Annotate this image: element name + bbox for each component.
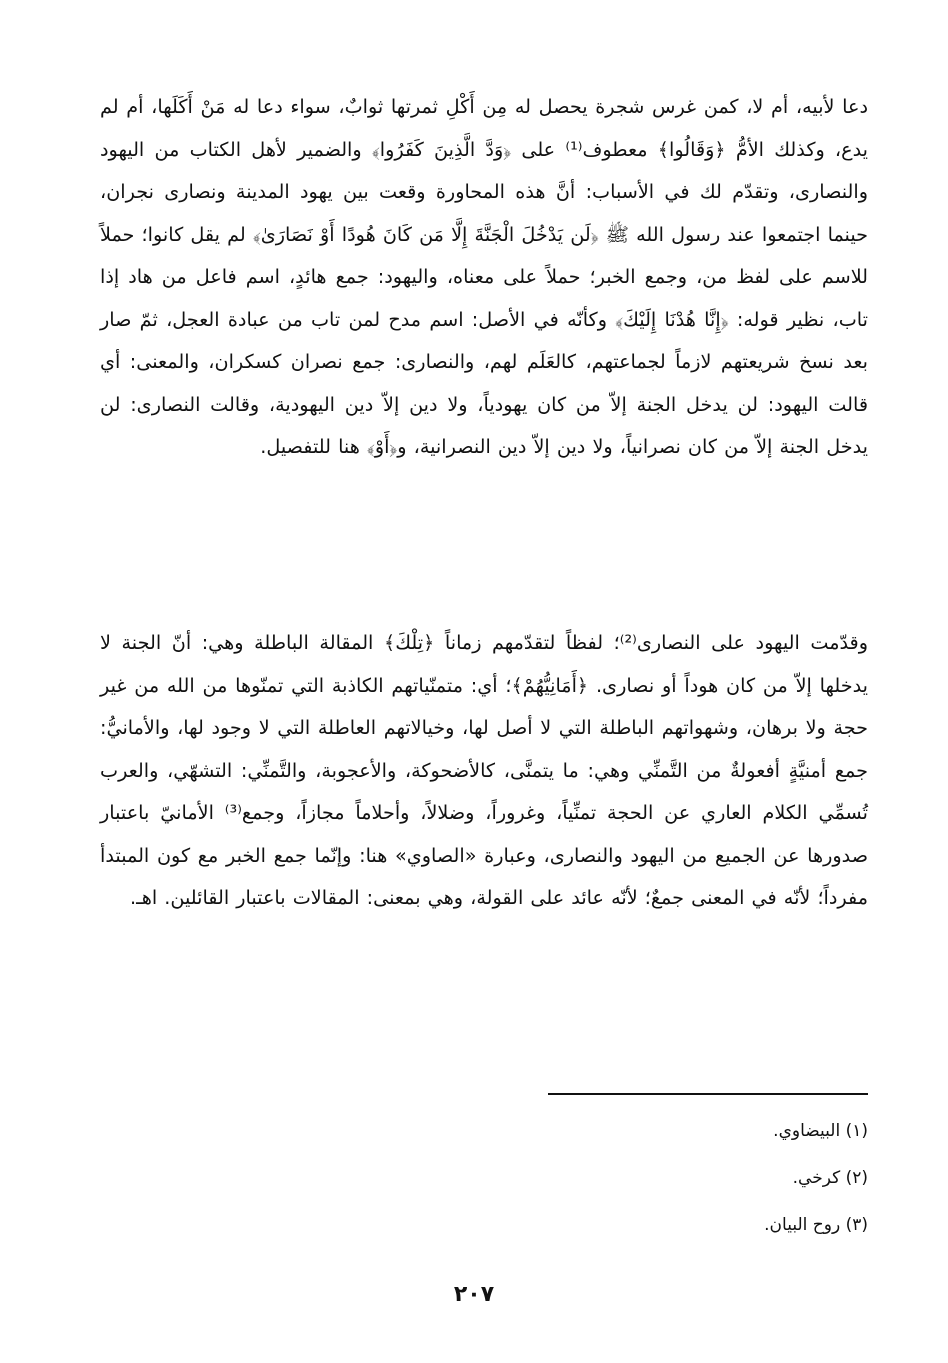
footnote-divider — [548, 1093, 868, 1095]
body-paragraph: وقدّمت اليهود على النصارى⁽²⁾؛ لفظاً لتقدّمهم زماناً ﴿تِلْكَ﴾ المقالة الباطلة وهي: أنّ الجنة لا يدخلها إلاّ من كان هوداً أو نصارى. ﴿أَمَانِيُّهُمْ﴾؛ أي: متمنّياتهم الكاذبة التي تمنّوها من الله من غير حجة ولا برهان، وشهواتهم الباطلة التي لا أصل لها، وخيالاتهم العاطلة التي لا وجود لها، والأمانيُّ: جمع أمنيَّةٍ أفعولةٌ من التَّمنِّي وهي: ما يتمنَّى، كالأضحوكة، والأعجوبة، والتَّمنِّي: التشهّي، والعرب تُسمِّي الكلام العاري عن الحجة تمنِّياً، وغروراً، وضلالاً، وأحلاماً مجازاً، وجمع⁽³⁾ الأمانيّ باعتبار صدورها عن الجميع من اليهود والنصارى، وعبارة «الصاوي» هنا: وإنّما جمع الخبر مع كون المبتدأ مفرداً؛ لأنّه في المعنى جمعٌ؛ لأنّه عائد على القولة، وهي بمعنى: المقالات باعتبار القائلين. اهـ. — [100, 631, 869, 909]
body-paragraph: دعا لأبيه، أم لا، كمن غرس شجرة يحصل له مِن أَكْلِ ثمرتها ثوابٌ، سواء دعا له مَنْ أَكَلَها، أم لم يدع، وكذلك الأمُّ ﴿وَقَالُوا﴾ معطوف⁽¹⁾ على ﴿وَدَّ الَّذِينَ كَفَرُوا﴾ والضمير لأهل الكتاب من اليهود والنصارى، وتقدّم لك في الأسباب: أنَّ هذه المحاورة وقعت بين يهود المدينة ونصارى نجران، حينما اجتمعوا عند رسول الله ﷺ ﴿لَن يَدْخُلَ الْجَنَّةَ إِلَّا مَن كَانَ هُودًا أَوْ نَصَارَىٰ﴾ لم يقل كانوا؛ حملاً للاسم على لفظ من، وجمع الخبر؛ حملاً على معناه، واليهود: جمع هائدٍ، اسم فاعل من هاد إذا تاب، نظير قوله: ﴿إِنَّا هُدْنَا إِلَيْكَ﴾ وكأنّه في الأصل: اسم مدح لمن تاب من عبادة العجل، ثمّ صار بعد نسخ شريعتهم لازماً لجماعتهم، كالعَلَم لهم، والنصارى: جمع نصران كسكران، والمعنى: أي قالت اليهود: لن يدخل الجنة إلاّ من كان يهودياً، ولا دين إلاّ دين اليهودية، وقالت النصارى: لن يدخل الجنة إلاّ من كان نصرانياً، ولا دين إلاّ دين النصرانية، و﴿أَوْ﴾ هنا للتفصيل. — [100, 95, 868, 458]
footnotes — [548, 1108, 868, 1249]
page-number: ٢٠٧ — [453, 1282, 495, 1307]
footnote: (١) البيضاوي. — [773, 1121, 868, 1141]
footnote: (٣) روح البيان. — [764, 1215, 868, 1235]
footnote: (٢) كرخي. — [792, 1168, 868, 1188]
